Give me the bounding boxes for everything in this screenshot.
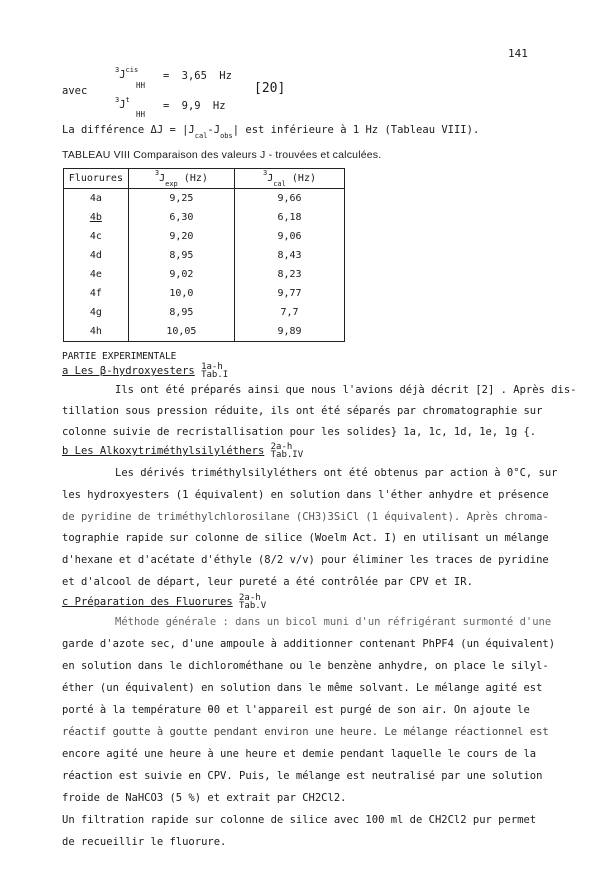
section-a-line: Ils ont été préparés ainsi que nous l'avions déjà décrit [2] . Après dis- [115,384,577,396]
difference-sentence [62,124,479,140]
eq1-rhs: = 3,65 Hz [163,70,232,82]
table-row [64,208,345,227]
table-row [64,284,345,303]
section-a-ref-range: 1a-h [201,362,223,372]
section-c-line: de recueillir le fluorure. [62,836,227,848]
table-row [64,322,345,342]
diff-mid: -J [207,124,221,136]
section-c-line: en solution dans le dichlorométhane ou le benzène anhydre, on place le silyl- [62,660,549,672]
header-j-cal-pre-sup: 3 [262,169,268,177]
section-a-title: a Les β-hydroxyesters [62,365,195,377]
table-row [64,303,345,322]
cell-fluorure-text: 4b [89,212,102,223]
section-c-line: garde d'azote sec, d'une ampoule à additionner contenant PhPF4 (un équivalent) [62,638,556,650]
table-header-row [64,169,345,189]
table-row [64,246,345,265]
eq1-pre-superscript: 3 [115,66,120,74]
header-j-cal [234,169,344,189]
cell-j-cal: 7,7 [234,303,344,322]
eq2-pre-superscript: 3 [115,96,120,104]
section-c-heading [62,594,266,610]
cell-j-cal: 8,43 [234,246,344,265]
cell-j-cal: 9,77 [234,284,344,303]
section-c-line: porté à la température θ0 et l'appareil est purgé de son air. On ajoute le [62,704,530,716]
section-b-line: et d'alcool de départ, leur pureté a été contrôlée par CPV et IR. [62,576,473,588]
section-c-title: c Préparation des Fluorures [62,596,233,608]
header-j-cal-unit: (Hz) [291,173,316,184]
diff-sub-obs: obs [220,132,233,140]
header-j-cal-symbol: J [267,173,274,184]
section-a-heading [62,363,228,379]
cell-fluorure: 4g [64,303,129,322]
section-c-line: encore agité une heure à une heure et demie pendant laquelle le cours de la [62,748,537,760]
header-j-exp-pre-sup: 3 [154,169,160,177]
section-b-line: d'hexane et d'acétate d'éthyle (8/2 v/v) pour éliminer les traces de pyridine [62,554,549,566]
section-c-line: Méthode générale : dans un bicol muni d'un réfrigérant surmonté d'une [115,616,552,628]
eq1-symbol: J [119,69,126,81]
table-row [64,227,345,246]
header-fluorures: Fluorures [64,169,129,189]
comparison-table [63,168,345,342]
cell-j-exp: 10,0 [128,284,234,303]
cell-j-cal: 6,18 [234,208,344,227]
cell-j-exp: 9,25 [128,189,234,209]
cell-j-cal: 9,89 [234,322,344,342]
eq2-upper-index: t [125,96,130,104]
section-c-ref-range: 2a-h [239,593,261,603]
cell-j-exp: 6,30 [128,208,234,227]
header-j-cal-subscript: cal [273,180,286,188]
cell-j-exp: 9,20 [128,227,234,246]
eq2-lhs [115,96,130,111]
cell-fluorure: 4h [64,322,129,342]
section-b-line: de pyridine de triméthylchlorosilane (CH3)3SiCl (1 équivalent). Après chroma- [62,511,549,523]
section-c-ref-table: Tab.V [239,601,267,611]
eq-avec-label: avec [62,85,88,97]
table-caption: TABLEAU VIII Comparaison des valeurs J - trouvées et calculées. [62,149,382,161]
table-row [64,265,345,284]
section-a-ref [201,363,228,379]
section-b-line: tographie rapide sur colonne de silice (Woelm Act. I) en utilisant un mélange [62,532,549,544]
header-j-exp-subscript: exp [165,180,178,188]
header-j-exp-symbol: J [159,173,166,184]
section-a-line: colonne suivie de recristallisation pour les solides} 1a, 1c, 1d, 1e, 1g {. [62,426,537,438]
cell-j-cal: 9,06 [234,227,344,246]
header-j-exp [128,169,234,189]
diff-text-b: | est inférieure à 1 Hz (Tableau VIII). [232,124,480,136]
table-row [64,189,345,209]
cell-fluorure: 4c [64,227,129,246]
cell-fluorure: 4e [64,265,129,284]
eq1-upper-index: cis [125,66,139,74]
cell-fluorure: 4f [64,284,129,303]
cell-j-exp: 8,95 [128,246,234,265]
eq2-lower-index: HH [136,110,146,119]
cell-j-exp: 8,95 [128,303,234,322]
section-c-line: Un filtration rapide sur colonne de silice avec 100 ml de CH2Cl2 pur permet [62,814,537,826]
cell-j-exp: 10,05 [128,322,234,342]
cell-j-cal: 9,66 [234,189,344,209]
header-j-exp-unit: (Hz) [183,173,208,184]
section-a-line: tillation sous pression réduite, ils ont été séparés par chromatographie sur [62,405,543,417]
diff-text-a: La différence ΔJ = |J [62,124,195,136]
section-c-line: réaction est suivie en CPV. Puis, le mélange est neutralisé par une solution [62,770,543,782]
diff-sub-cal: cal [194,132,208,140]
section-c-line: éther (un équivalent) en solution dans le même solvant. Le mélange agité est [62,682,543,694]
eq-reference: [20] [254,81,286,96]
eq1-lhs [115,66,138,81]
cell-j-cal: 8,23 [234,265,344,284]
section-a-ref-table: Tab.I [201,370,229,380]
section-b-title: b Les Alkoxytriméthylsilyléthers [62,445,265,457]
section-b-heading [62,443,303,459]
page-number: 141 [508,47,528,60]
section-c-ref [239,594,266,610]
section-heading: PARTIE EXPERIMENTALE [62,351,177,362]
cell-fluorure [64,208,129,227]
eq1-lower-index: HH [136,81,146,90]
cell-j-exp: 9,02 [128,265,234,284]
section-c-line: réactif goutte à goutte pendant environ une heure. Le mélange réactionnel est [62,726,549,738]
eq2-rhs: = 9,9 Hz [163,100,226,112]
section-b-line: Les dérivés triméthylsilyléthers ont été obtenus par action à 0°C, sur [115,467,558,479]
section-b-ref-range: 2a-h [270,442,293,452]
section-b-ref [271,443,304,459]
section-b-ref-table: Tab.IV [270,450,304,460]
cell-fluorure: 4a [64,189,129,209]
section-b-line: les hydroxyesters (1 équivalent) en solution dans l'éther anhydre et présence [62,489,549,501]
cell-fluorure: 4d [64,246,129,265]
eq2-symbol: J [119,99,126,111]
section-c-line: froide de NaHCO3 (5 %) et extrait par CH2Cl2. [62,792,347,804]
